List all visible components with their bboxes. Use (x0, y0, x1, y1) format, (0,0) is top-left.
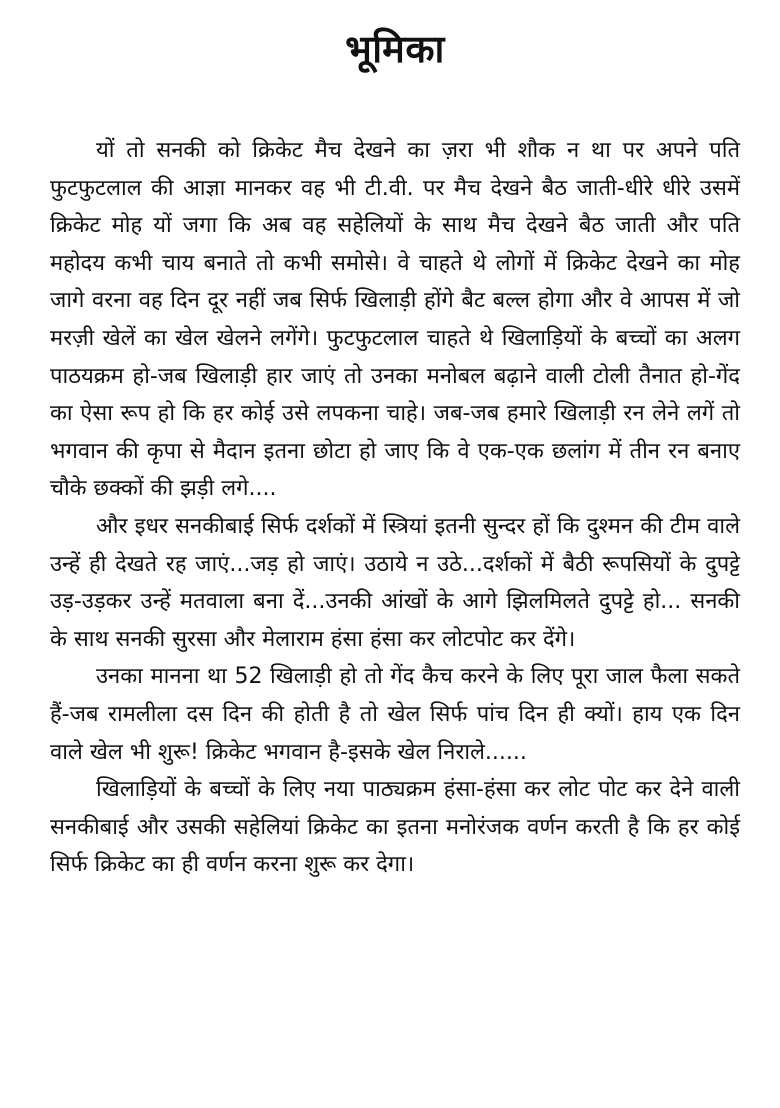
page-title: भूमिका (345, 27, 445, 71)
paragraph-3: उनका मानना था 52 खिलाड़ी हो तो गेंद कैच करने के लिए पूरा जाल फैला सकते हैं-जब रामलीला दस दिन की होती है तो खेल सिर्फ पांच दिन ही क्यों। हाय एक दिन वाले खेल भी शुरू! क्रिकेट भगवान है-इसके खेल निराले...... (50, 664, 740, 765)
paragraph-1: यों तो सनकी को क्रिकेट मैच देखने का ज़रा भी शौक न था पर अपने पति फुटफुटलाल की आज्ञा मानकर वह भी टी.वी. पर मैच देखने बैठ जाती-धीरे धीरे उसमें क्रिकेट मोह यों जगा कि अब वह सहेलियों के साथ मैच देखने बैठ जाती और पति महोदय कभी चाय बनाते तो कभी समोसे। वे चाहते थे लोगों में क्रिकेट देखने का मोह जागे वरना वह दिन दूर नहीं जब सिर्फ खिलाड़ी होंगे बैट बल्ल होगा और वे आपस में जो मरज़ी खेलें का खेल खेलने लगेंगे। फुटफुटलाल चाहते थे खिलाड़ियों के बच्चों का अलग पाठयक्रम हो-जब खिलाड़ी हार जाएं तो उनका मनोबल बढ़ाने वाली टोली तैनात हो-गेंद का ऐसा रूप हो कि हर कोई उसे लपकना चाहे। जब-जब हमारे खिलाड़ी रन लेने लगें तो भगवान की कृपा से मैदान इतना छोटा हो जाए कि वे एक-एक छलांग में तीन रन बनाए चौके छक्कों की झड़ी लगे.... (50, 138, 740, 502)
paragraph-4: खिलाड़ियों के बच्चों के लिए नया पाठ्यक्रम हंसा-हंसा कर लोट पोट कर देने वाली सनकीबाई और उसकी सहेलियां क्रिकेट का इतना मनोरंजक वर्णन करती है कि हर कोई सिर्फ क्रिकेट का ही वर्णन करना शुरू कर देगा। (50, 777, 740, 878)
paragraph-2: और इधर सनकीबाई सिर्फ दर्शकों में स्त्रियां इतनी सुन्दर हों कि दुश्मन की टीम वाले उन्हें ही देखते रह जाएं...जड़ हो जाएं। उठाये न उठे...दर्शकों में बैठी रूपसियों के दुपट्टे उड़-उड़कर उन्हें मतवाला बना दें...उनकी आंखों के आगे झिलमिलते दुपट्टे हो... सनकी के साथ सनकी सुरसा और मेलाराम हंसा हंसा कर लोटपोट कर देंगे। (50, 513, 741, 652)
